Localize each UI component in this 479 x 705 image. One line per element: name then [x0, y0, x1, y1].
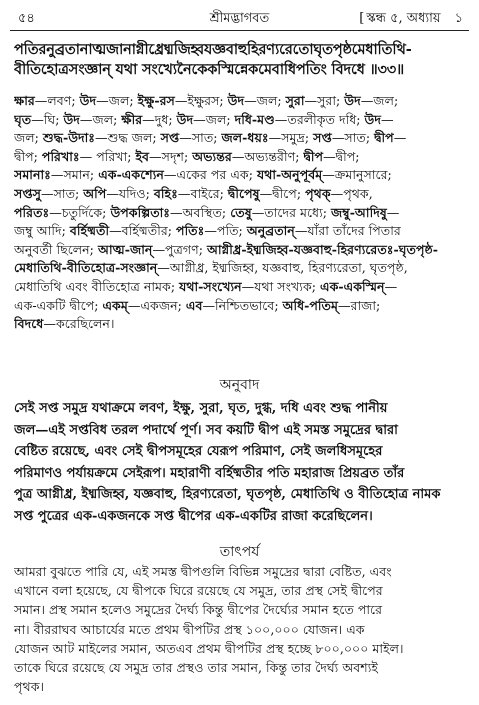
sanskrit-word: দ্বীপ	[374, 130, 394, 146]
synonym-line	[14, 148, 465, 167]
sanskrit-word: যথা-অনুপূর্বম্	[256, 167, 323, 183]
sanskrit-word: উদ	[79, 93, 97, 108]
word-meaning: —তরলীকৃত দধি;	[274, 111, 365, 127]
sanskrit-word: ইব	[135, 148, 150, 164]
purport-line: সমান। প্রস্থ সমান হলেও সমুদ্রের দৈর্ঘ্য কিন্তু দ্বীপের দৈর্ঘ্যের সমান হতে পারে	[14, 602, 383, 618]
page-header	[10, 4, 469, 30]
translation-line: পরিমাণও পর্যায়ক্রমে সেইরূপ। মহারাণী বর্হিষ্মতীর পতি মহারাজ প্রিয়ব্রত তাঁর	[14, 465, 405, 481]
purport-line: পৃথক।	[14, 679, 45, 695]
translation-line: জল—এই সপ্তবিধ তরল পদার্থে পূর্ণ। সব কয়টি দ্বীপ এই সমস্ত সমুদ্রের দ্বারা	[14, 422, 398, 438]
word-meaning: —ঘি;	[31, 111, 64, 127]
sanskrit-word: সমানাঃ	[14, 167, 51, 183]
word-meaning: —জল;	[360, 93, 399, 108]
synonym-line	[14, 129, 465, 148]
word-meaning: —	[384, 278, 398, 294]
synonym-line	[14, 259, 465, 278]
sanskrit-word: অভ্যন্তর	[192, 148, 232, 164]
sanskrit-word: উদ	[63, 111, 80, 127]
word-meaning: —	[386, 204, 400, 220]
sanskrit-word: আগ্নীধ্র-ইধ্মজিহ্ব-যজ্ঞবাহু-হিরণ্যরেতঃ-ঘৃতপৃষ্ঠ-	[206, 241, 438, 257]
canto-chapter-label: স্কন্ধ ৫, অধ্যায়	[366, 11, 441, 26]
verse-line: পতিরনুব্রতানাত্মজানাগ্নীধ্রেধ্মজিহ্বযজ্ঞবাহুহিরণ্যরেতোঘৃতপৃষ্ঠমেধাতিথি-	[14, 41, 412, 58]
word-meaning: দ্বীপ;	[14, 148, 42, 164]
chapter-number: ১	[454, 11, 463, 26]
word-meaning: —লবণ;	[34, 93, 80, 108]
synonym-line	[14, 166, 465, 185]
sanskrit-word: জম্বু-আদিষু	[331, 204, 387, 220]
word-meaning: অনুবর্তী ছিলেন;	[14, 241, 98, 257]
word-meaning: —দুধ;	[142, 111, 177, 127]
word-meaning: —একের পর এক;	[163, 167, 257, 183]
sanskrit-word: সপ্তসু	[14, 185, 41, 201]
translation-line: সপ্ত পুত্রের এক-একজনকে সপ্ত দ্বীপের এক-একটির রাজা করেছিলেন।	[14, 508, 373, 524]
word-meaning: —অবস্থিত;	[170, 204, 231, 220]
word-meaning: —সুরা;	[304, 93, 345, 108]
sanskrit-word: আত্ম-জান্	[97, 241, 153, 257]
word-meaning: —জল;	[193, 111, 235, 127]
translation-line: সেই সপ্ত সমুদ্র যথাক্রমে লবণ, ইক্ষু, সুরা, ঘৃত, দুগ্ধ, দধি এবং শুদ্ধ পানীয়	[14, 401, 388, 416]
sanskrit-word: তেষু	[230, 204, 252, 220]
word-meaning: —সমুদ্র;	[268, 130, 314, 146]
translation-text	[14, 398, 465, 527]
sanskrit-word: পরিতঃ	[14, 204, 50, 220]
purport-line: তাকে ঘিরে রয়েছে যে সমুদ্র তার প্রস্থও তার সমান, কিন্তু তার দৈর্ঘ্য অবশ্যই	[14, 660, 378, 676]
word-meaning: —চতুর্দিকে;	[49, 204, 111, 220]
word-meaning: —জল;	[96, 93, 138, 108]
word-meaning: —যদিও;	[106, 185, 154, 201]
word-meaning: —জল;	[244, 93, 286, 108]
word-meaning: —পতি;	[204, 223, 247, 239]
word-meaning: —পুত্রগণ;	[152, 241, 207, 257]
purport-line: যোজন আট মাইলের সমান, অতএব প্রথম দ্বীপটির প্রস্থ হচ্ছে ৮০০,০০০ মাইল।	[14, 640, 404, 656]
word-meaning: —নিশ্চিতভাবে;	[202, 297, 283, 313]
word-meaning: —পৃথক,	[330, 185, 373, 201]
word-meaning: —	[393, 130, 407, 146]
word-meaning: —বাইরে;	[177, 185, 228, 201]
word-meaning: —তাদের মধ্যে;	[251, 204, 332, 220]
sanskrit-word: পরিখাঃ	[41, 148, 80, 164]
sanskrit-word: বর্হিষ্মতী	[69, 223, 110, 239]
word-meaning: —বর্হিষ্মতীর;	[109, 223, 177, 239]
word-meaning: —করেছিলেন।	[43, 316, 115, 332]
purport-line: এখানে বলা হয়েছে, যে দ্বীপকে ঘিরে রয়েছে যে সমুদ্র, তার প্রস্থ সেই দ্বীপের	[14, 583, 383, 599]
word-meaning: মেধাতিথি এবং বীতিহোত্র নামক;	[14, 278, 180, 294]
sanskrit-word: এক-একশ্যেন	[98, 167, 164, 183]
translation-line: পুত্র আগ্নীধ্র, ইধ্মজিহ্ব, যজ্ঞবাহু, হিরণ্যরেতা, ঘৃতপৃষ্ঠ, মেধাতিথি ও বীতিহোত্র নামক	[14, 487, 441, 502]
word-meaning: —রাজা;	[337, 297, 381, 313]
sanskrit-word: ইক্ষু-রস	[137, 93, 175, 108]
sanskrit-word: শুদ্ধ-উদাঃ	[42, 130, 96, 146]
sanskrit-word: পতিঃ	[176, 223, 205, 239]
translation-line: বেষ্টিত রয়েছে, এবং সেই দ্বীপসমূহের যেরূপ পরিমাণ, সেই জলধিসমূহের	[14, 444, 383, 459]
sanskrit-word: একম্	[102, 297, 128, 313]
word-meaning: —	[380, 111, 394, 127]
sanskrit-word: অনুব্রতান্	[246, 223, 295, 239]
sanskrit-word: অধি-পতিম্	[282, 297, 338, 313]
word-meaning: —সদৃশ;	[149, 148, 193, 164]
section-bracket: [	[359, 11, 365, 26]
synonym-line	[14, 111, 465, 130]
sanskrit-word: পৃথক্	[305, 185, 331, 201]
synonym-line	[14, 185, 465, 204]
word-meaning: —জল;	[79, 111, 122, 127]
sanskrit-word: দধি-মণ্ড	[234, 111, 275, 127]
purport-heading: তাৎপর্য	[219, 544, 260, 560]
verse-line: বীতিহোত্রসংজ্ঞান্ যথা সংখ্যেনৈকেকস্মিন্নেকমেবাধিপতিং বিদধে ॥৩৩॥	[14, 61, 405, 78]
section-reference	[359, 9, 463, 30]
sanskrit-word: ঘৃত	[14, 111, 32, 127]
sanskrit-word: বিদধে	[14, 316, 44, 332]
sanskrit-word: যথা-সংখ্যেন	[179, 278, 242, 294]
sanskrit-verse	[14, 40, 465, 80]
word-meaning: —অভ্যন্তরীণ;	[231, 148, 304, 164]
word-meaning: — পরিখা;	[79, 148, 136, 164]
word-meaning: —সাত;	[179, 130, 222, 146]
synonym-line	[14, 241, 465, 260]
word-meaning: জম্বু আদি;	[14, 223, 70, 239]
word-meaning: এক-একটি দ্বীপে;	[14, 297, 103, 313]
word-meaning: —দ্বীপে;	[259, 185, 306, 201]
sanskrit-word: জল-ধয়ঃ	[221, 130, 269, 146]
word-meaning: —যথা সংখ্যক;	[241, 278, 321, 294]
sanskrit-word: এক-একস্মিন্	[320, 278, 385, 294]
sanskrit-word: ক্ষীর	[121, 111, 143, 127]
word-meaning: —সাত;	[41, 185, 84, 201]
word-synonyms	[14, 92, 465, 334]
purport-line: আমরা বুঝতে পারি যে, এই সমস্ত দ্বীপগুলি বিভিন্ন সমুদ্রের দ্বারা বেষ্টিত, এবং	[14, 564, 392, 579]
sanskrit-word: ক্ষার	[14, 93, 35, 108]
sanskrit-word: দ্বীপ	[303, 148, 324, 164]
word-meaning: —ক্রমানুসারে;	[322, 167, 392, 183]
book-title: শ্রীমদ্ভাগবত	[209, 11, 270, 26]
word-meaning: জল;	[14, 130, 43, 146]
synonym-line	[14, 278, 465, 297]
word-meaning: —ইক্ষুরস;	[174, 93, 228, 108]
header-divider	[10, 30, 469, 31]
synonym-line	[14, 297, 465, 316]
sanskrit-word: সপ্ত	[313, 130, 332, 146]
sanskrit-word: বহিঃ	[153, 185, 178, 201]
synonym-line	[14, 92, 465, 111]
sanskrit-word: মেধাতিথি-বীতিহোত্র-সংজ্ঞান্	[14, 260, 158, 276]
word-meaning: —একজন;	[127, 297, 186, 313]
synonym-line	[14, 315, 465, 334]
word-meaning: —সাত;	[331, 130, 375, 146]
word-meaning: —সমান;	[50, 167, 99, 183]
sanskrit-word: উপকল্পিতাঃ	[110, 204, 171, 220]
translation-heading: অনুবাদ	[219, 377, 260, 393]
sanskrit-word: সুরা	[285, 93, 305, 108]
synonym-line	[14, 222, 465, 241]
word-meaning: —শুদ্ধ জল;	[95, 130, 161, 146]
word-meaning: —দ্বীপ;	[323, 148, 360, 164]
sanskrit-word: এব	[185, 297, 203, 313]
sanskrit-word: উদ	[344, 93, 361, 108]
sanskrit-word: সপ্ত	[160, 130, 180, 146]
sanskrit-word: উদ	[176, 111, 194, 127]
word-meaning: —যাঁরা তাঁদের পিতার	[294, 223, 401, 239]
purport-line: না। বীররাঘব আচার্যের মতে প্রথম দ্বীপটির প্রস্থ ১০০,০০০ যোজন। এক	[14, 621, 365, 637]
synonym-line	[14, 204, 465, 223]
page-number: ৫৪	[18, 11, 35, 26]
sanskrit-word: উদ	[364, 111, 381, 127]
word-meaning: —আগ্নীধ্র, ইধ্মজিহ্ব, যজ্ঞবাহু, হিরণ্যরেতা, ঘৃতপৃষ্ঠ,	[157, 260, 408, 276]
purport-text	[14, 562, 465, 696]
sanskrit-word: অপি	[83, 185, 107, 201]
sanskrit-word: উদ	[227, 93, 245, 108]
sanskrit-word: দ্বীপেষু	[227, 185, 260, 201]
